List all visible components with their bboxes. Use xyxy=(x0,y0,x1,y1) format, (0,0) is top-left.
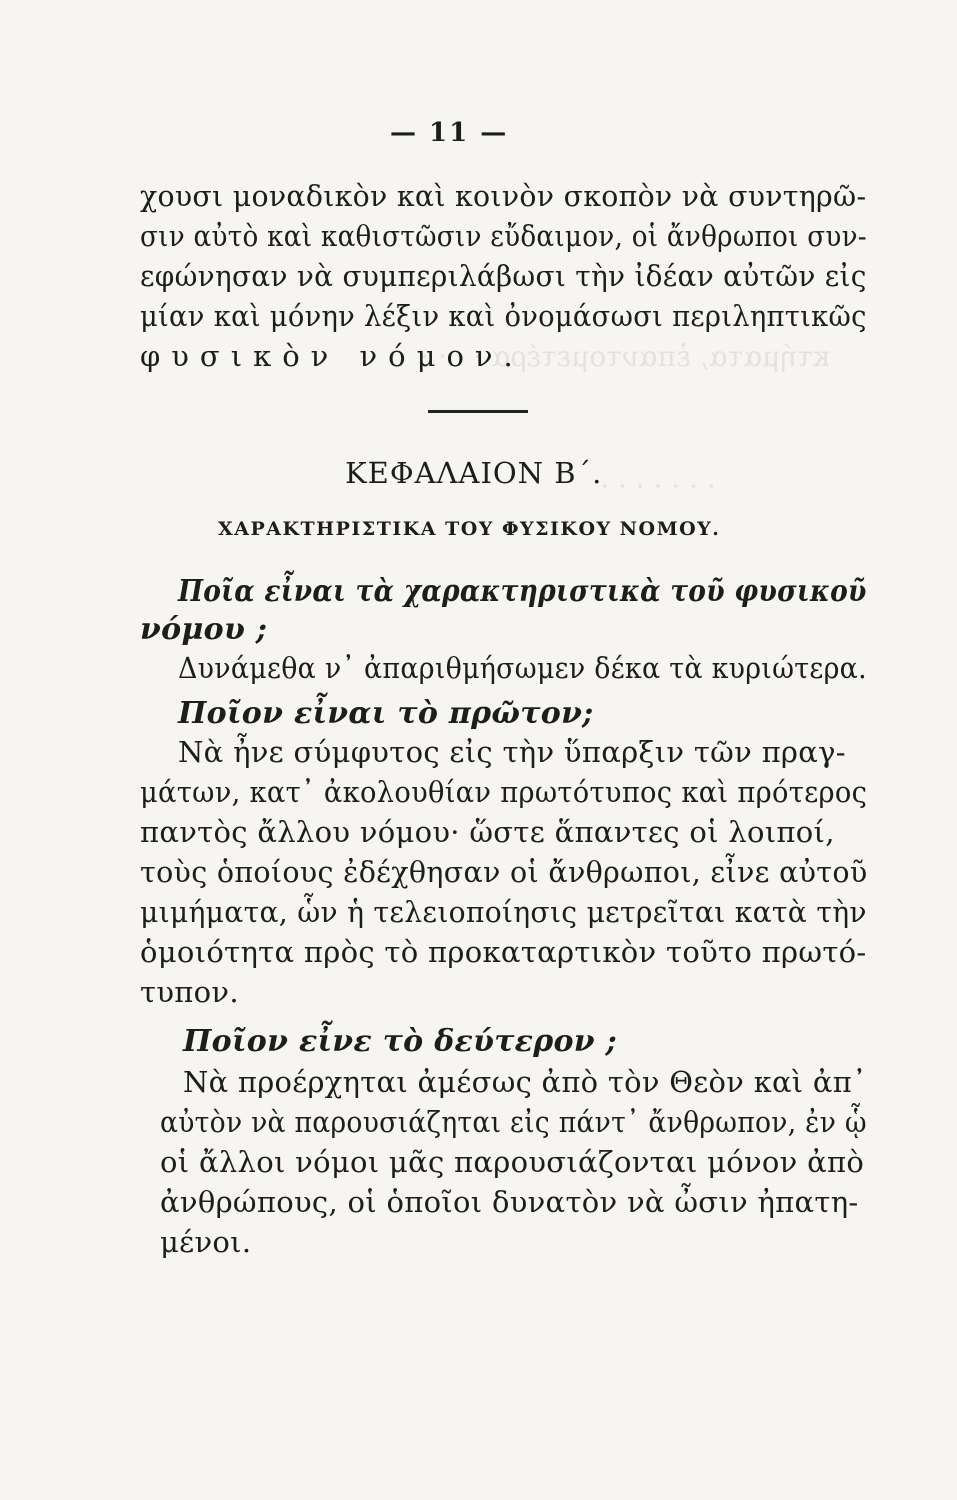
question-line: Ποῖον εἶνε τὸ δεύτερον ; xyxy=(183,1024,618,1059)
answer-line: τυπον. xyxy=(140,975,239,1009)
body-line: εφώνησαν νὰ συμπεριλάβωσι τὴν ἰδέαν αὐτῶν εἰς xyxy=(140,259,867,293)
body-line-spaced: φυσικὸν νόμον. xyxy=(140,339,524,373)
answer-line: Νὰ ἦνε σύμφυτος εἰς τὴν ὕπαρξιν τῶν πραγ- xyxy=(178,735,846,769)
answer-line: Δυνάμεθα ν᾽ ἀπαριθμήσωμεν δέκα τὰ κυριώτερα. xyxy=(178,651,867,685)
show-through-text: · · · · · · · xyxy=(600,470,716,503)
question-line: νόμου ; xyxy=(140,612,268,647)
question-line: Ποῖα εἶναι τὰ χαρακτηριστικὰ τοῦ φυσικοῦ xyxy=(178,574,867,609)
chapter-subtitle: ΧΑΡΑΚΤΗΡΙΣΤΙΚΑ ΤΟΥ ΦΥΣΙΚΟΥ ΝΟΜΟΥ. xyxy=(218,518,721,540)
body-line: μίαν καὶ μόνην λέξιν καὶ ὀνομάσωσι περιληπτικῶς xyxy=(140,299,867,333)
chapter-title: ΚΕΦΑΛΑΙΟΝ Β΄. xyxy=(345,456,603,490)
answer-line: Νὰ προέρχηται ἀμέσως ἀπὸ τὸν Θεὸν καὶ ἀπ᾽ xyxy=(183,1065,867,1099)
body-line: σιν αὐτὸ καὶ καθιστῶσιν εὔδαιμον, οἱ ἄνθρωποι συν- xyxy=(140,219,867,253)
show-through-text: κτήματα, ἐπαντομετέρα · · · · xyxy=(420,340,831,373)
answer-line: μιμήματα, ὧν ἡ τελειοποίησις μετρεῖται κατὰ τὴν xyxy=(140,895,867,929)
section-divider xyxy=(428,410,528,413)
page-number: — 11 — xyxy=(390,118,509,148)
answer-line: τοὺς ὁποίους ἐδέχθησαν οἱ ἄνθρωποι, εἶνε αὐτοῦ xyxy=(140,855,868,889)
answer-line: ἀνθρώπους, οἱ ὁποῖοι δυνατὸν νὰ ὦσιν ἠπατη- xyxy=(160,1185,859,1219)
body-line: χουσι μοναδικὸν καὶ κοινὸν σκοπὸν νὰ συντηρῶ- xyxy=(140,179,867,213)
answer-line: μάτων, κατ᾽ ἀκολουθίαν πρωτότυπος καὶ πρότερος xyxy=(140,775,868,809)
answer-line: ὁμοιότητα πρὸς τὸ προκαταρτικὸν τοῦτο πρωτό- xyxy=(140,935,867,969)
answer-line: αὐτὸν νὰ παρουσιάζηται εἰς πάντ᾽ ἄνθρωπον, ἐν ᾧ xyxy=(160,1105,867,1139)
question-line: Ποῖον εἶναι τὸ πρῶτον; xyxy=(178,696,594,731)
answer-line: οἱ ἄλλοι νόμοι μᾶς παρουσιάζονται μόνον ἀπὸ xyxy=(160,1145,865,1179)
answer-line: μένοι. xyxy=(160,1225,252,1259)
answer-line: παντὸς ἄλλου νόμου· ὥστε ἅπαντες οἱ λοιποί, xyxy=(140,815,835,849)
